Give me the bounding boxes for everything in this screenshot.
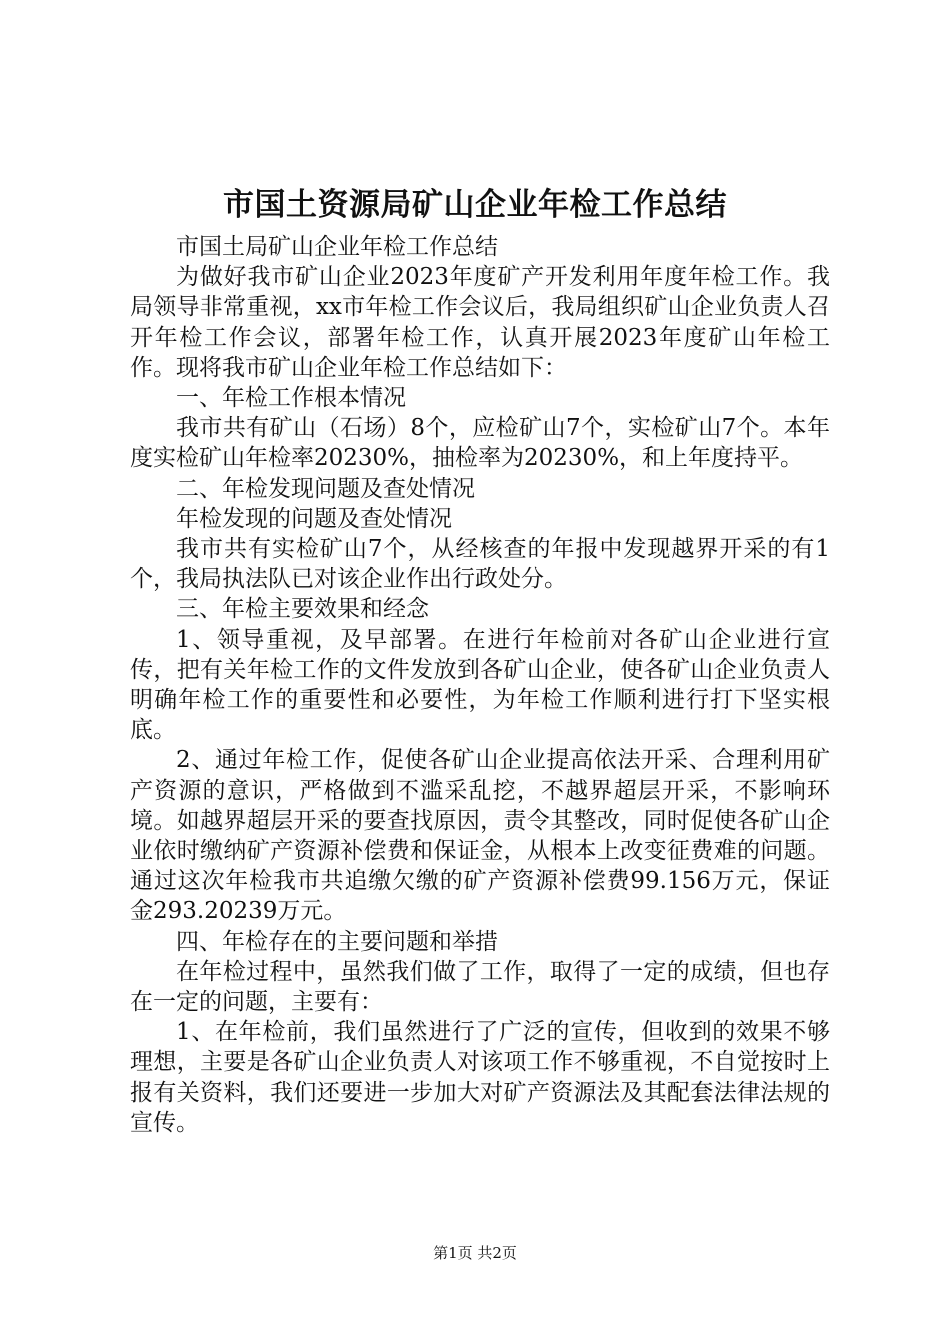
- document-body: [130, 232, 830, 1138]
- paragraph: 1、在年检前，我们虽然进行了广泛的宣传，但收到的效果不够理想，主要是各矿山企业负责人对该项工作不够重视，不自觉按时上报有关资料，我们还要进一步加大对矿产资源法及其配套法律法规的宣传。: [130, 1019, 830, 1136]
- paragraph: 2、通过年检工作，促使各矿山企业提高依法开采、合理利用矿产资源的意识，严格做到不滥采乱挖，不越界超层开采，不影响环境。如越界超层开采的要查找原因，责令其整改，同时促使各矿山企业依时缴纳矿产资源补偿费和保证金，从根本上改变征费难的问题。通过这次年检我市共追缴欠缴的矿产资源补偿费99.156万元，保证金293.20239万元。: [130, 747, 830, 925]
- paragraph: 为做好我市矿山企业2023年度矿产开发利用年度年检工作。我局领导非常重视，xx市年检工作会议后，我局组织矿山企业负责人召开年检工作会议，部署年检工作，认真开展2023年度矿山年检工作。现将我市矿山企业年检工作总结如下：: [130, 264, 830, 381]
- page-footer: 第1页 共2页: [433, 1244, 517, 1262]
- subsection-heading: 年检发现的问题及查处情况: [176, 505, 452, 532]
- paragraph: 1、领导重视，及早部署。在进行年检前对各矿山企业进行宣传，把有关年检工作的文件发放到各矿山企业，使各矿山企业负责人明确年检工作的重要性和必要性，为年检工作顺利进行打下坚实根底。: [130, 626, 830, 744]
- section-heading: 二、年检发现问题及查处情况: [176, 475, 475, 502]
- paragraph: 我市共有矿山（石场）8个，应检矿山7个，实检矿山7个。本年度实检矿山年检率20230%，抽检率为20230%，和上年度持平。: [130, 415, 830, 472]
- paragraph: 市国土局矿山企业年检工作总结: [176, 234, 498, 260]
- section-heading: 一、年检工作根本情况: [176, 385, 406, 412]
- document-title: 市国土资源局矿山企业年检工作总结: [223, 187, 727, 223]
- section-heading: 四、年检存在的主要问题和举措: [176, 928, 498, 955]
- paragraph: 在年检过程中，虽然我们做了工作，取得了一定的成绩，但也存在一定的问题，主要有：: [130, 958, 830, 1016]
- section-heading: 三、年检主要效果和经念: [176, 596, 429, 623]
- paragraph: 我市共有实检矿山7个，从经核查的年报中发现越界开采的有1个，我局执法队已对该企业作出行政处分。: [130, 536, 830, 593]
